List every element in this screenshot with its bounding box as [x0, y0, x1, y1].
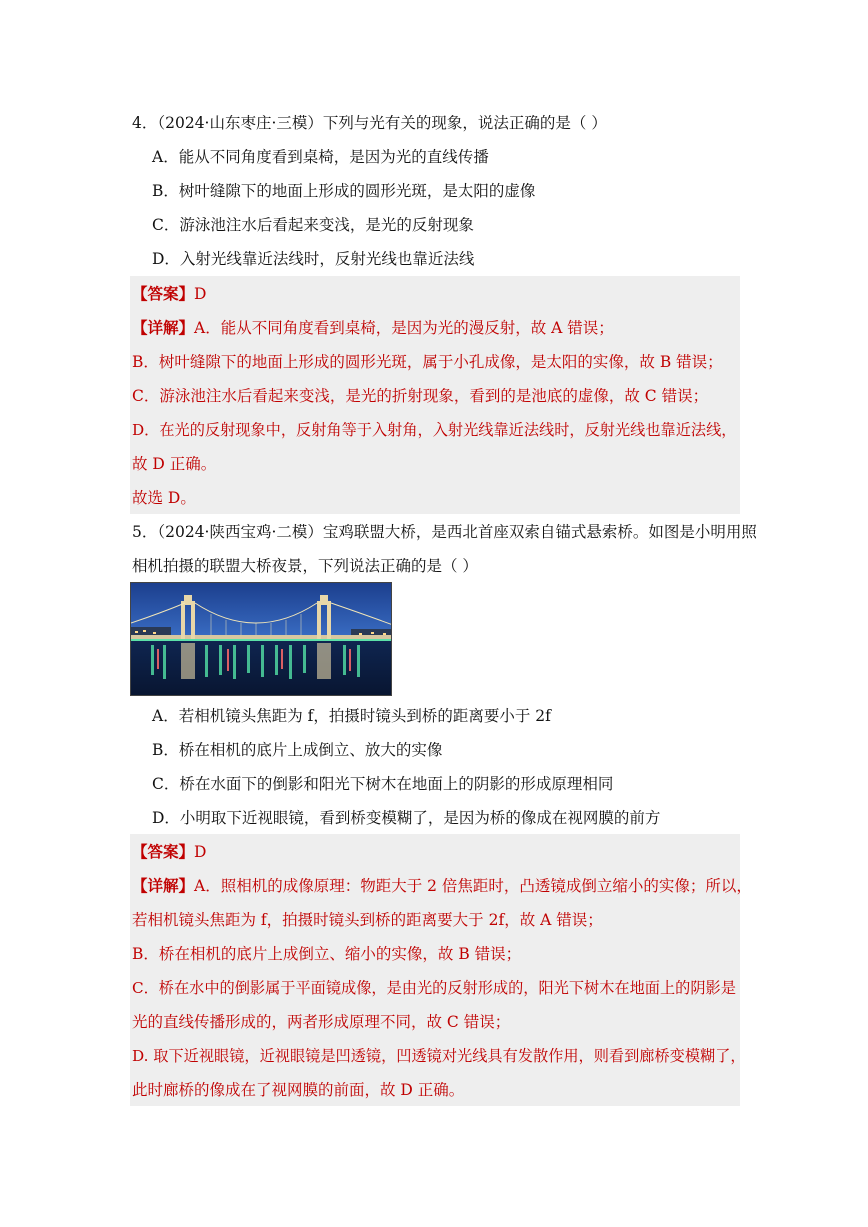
q4-detail-line-2: B．树叶缝隙下的地面上形成的圆形光斑，属于小孔成像，是太阳的实像，故 B 错误； [132, 353, 723, 371]
detail-tag: 【详解】 [132, 318, 195, 337]
q4-answer-line [132, 284, 206, 304]
q4-option-c: C．游泳池注水后看起来变浅，是光的反射现象 [152, 216, 474, 234]
q5-stem-line-1: 5．（2024·陕西宝鸡·二模）宝鸡联盟大桥，是西北首座双索自锚式悬索桥。如图是小明用照 [132, 523, 757, 541]
q4-detail-line-6: 故选 D。 [132, 489, 196, 507]
q4-option-a: A．能从不同角度看到桌椅，是因为光的直线传播 [152, 148, 489, 166]
q5-detail-line-2: 若相机镜头焦距为 f，拍摄时镜头到桥的距离要大于 2f，故 A 错误； [132, 911, 603, 929]
q5-detail-line-7: 此时廊桥的像成在了视网膜的前面，故 D 正确。 [132, 1081, 465, 1099]
q5-option-a: A．若相机镜头焦距为 f，拍摄时镜头到桥的距离要小于 2f [152, 707, 551, 725]
detail-text: A．照相机的成像原理：物距大于 2 倍焦距时，凸透镜成倒立缩小的实像；所以， [194, 877, 752, 895]
detail-text: A．能从不同角度看到桌椅，是因为光的漫反射，故 A 错误； [194, 319, 614, 337]
answer-tag: 【答案】 [132, 284, 195, 303]
q5-detail-line-5: 光的直线传播形成的，两者形成原理不同，故 C 错误； [132, 1013, 511, 1031]
q4-option-d: D．入射光线靠近法线时，反射光线也靠近法线 [152, 250, 475, 268]
detail-tag: 【详解】 [132, 876, 195, 895]
q4-detail-line-1 [132, 318, 614, 338]
q5-detail-line-4: C．桥在水中的倒影属于平面镜成像，是由光的反射形成的，阳光下树木在地面上的阴影是 [132, 979, 736, 997]
answer-tag: 【答案】 [132, 842, 195, 861]
q5-detail-line-6: D. 取下近视眼镜，近视眼镜是凹透镜，凹透镜对光线具有发散作用，则看到廊桥变模糊了， [132, 1047, 746, 1065]
q5-option-b: B．桥在相机的底片上成倒立、放大的实像 [152, 741, 443, 759]
q4-detail-line-4: D．在光的反射现象中，反射角等于入射角，入射光线靠近法线时，反射光线也靠近法线， [132, 421, 737, 439]
q5-answer-line [132, 842, 206, 862]
q4-detail-line-3: C．游泳池注水后看起来变浅，是光的折射现象，看到的是池底的虚像，故 C 错误； [132, 387, 709, 405]
q5-detail-line-1 [132, 876, 752, 896]
answer-value: D [194, 843, 207, 861]
q5-stem-line-2: 相机拍摄的联盟大桥夜景，下列说法正确的是（ ） [132, 557, 478, 575]
bridge-night-photo [130, 582, 392, 696]
answer-value: D [194, 285, 207, 303]
q5-option-c: C．桥在水面下的倒影和阳光下树木在地面上的阴影的形成原理相同 [152, 775, 614, 793]
q4-option-b: B．树叶缝隙下的地面上形成的圆形光斑，是太阳的虚像 [152, 182, 536, 200]
q5-option-d: D．小明取下近视眼镜，看到桥变模糊了，是因为桥的像成在视网膜的前方 [152, 809, 661, 827]
q4-stem: 4．（2024·山东枣庄·三模）下列与光有关的现象，说法正确的是（ ） [132, 114, 607, 132]
q5-detail-line-3: B．桥在相机的底片上成倒立、缩小的实像，故 B 错误； [132, 945, 522, 963]
q4-detail-line-5: 故 D 正确。 [132, 455, 217, 473]
